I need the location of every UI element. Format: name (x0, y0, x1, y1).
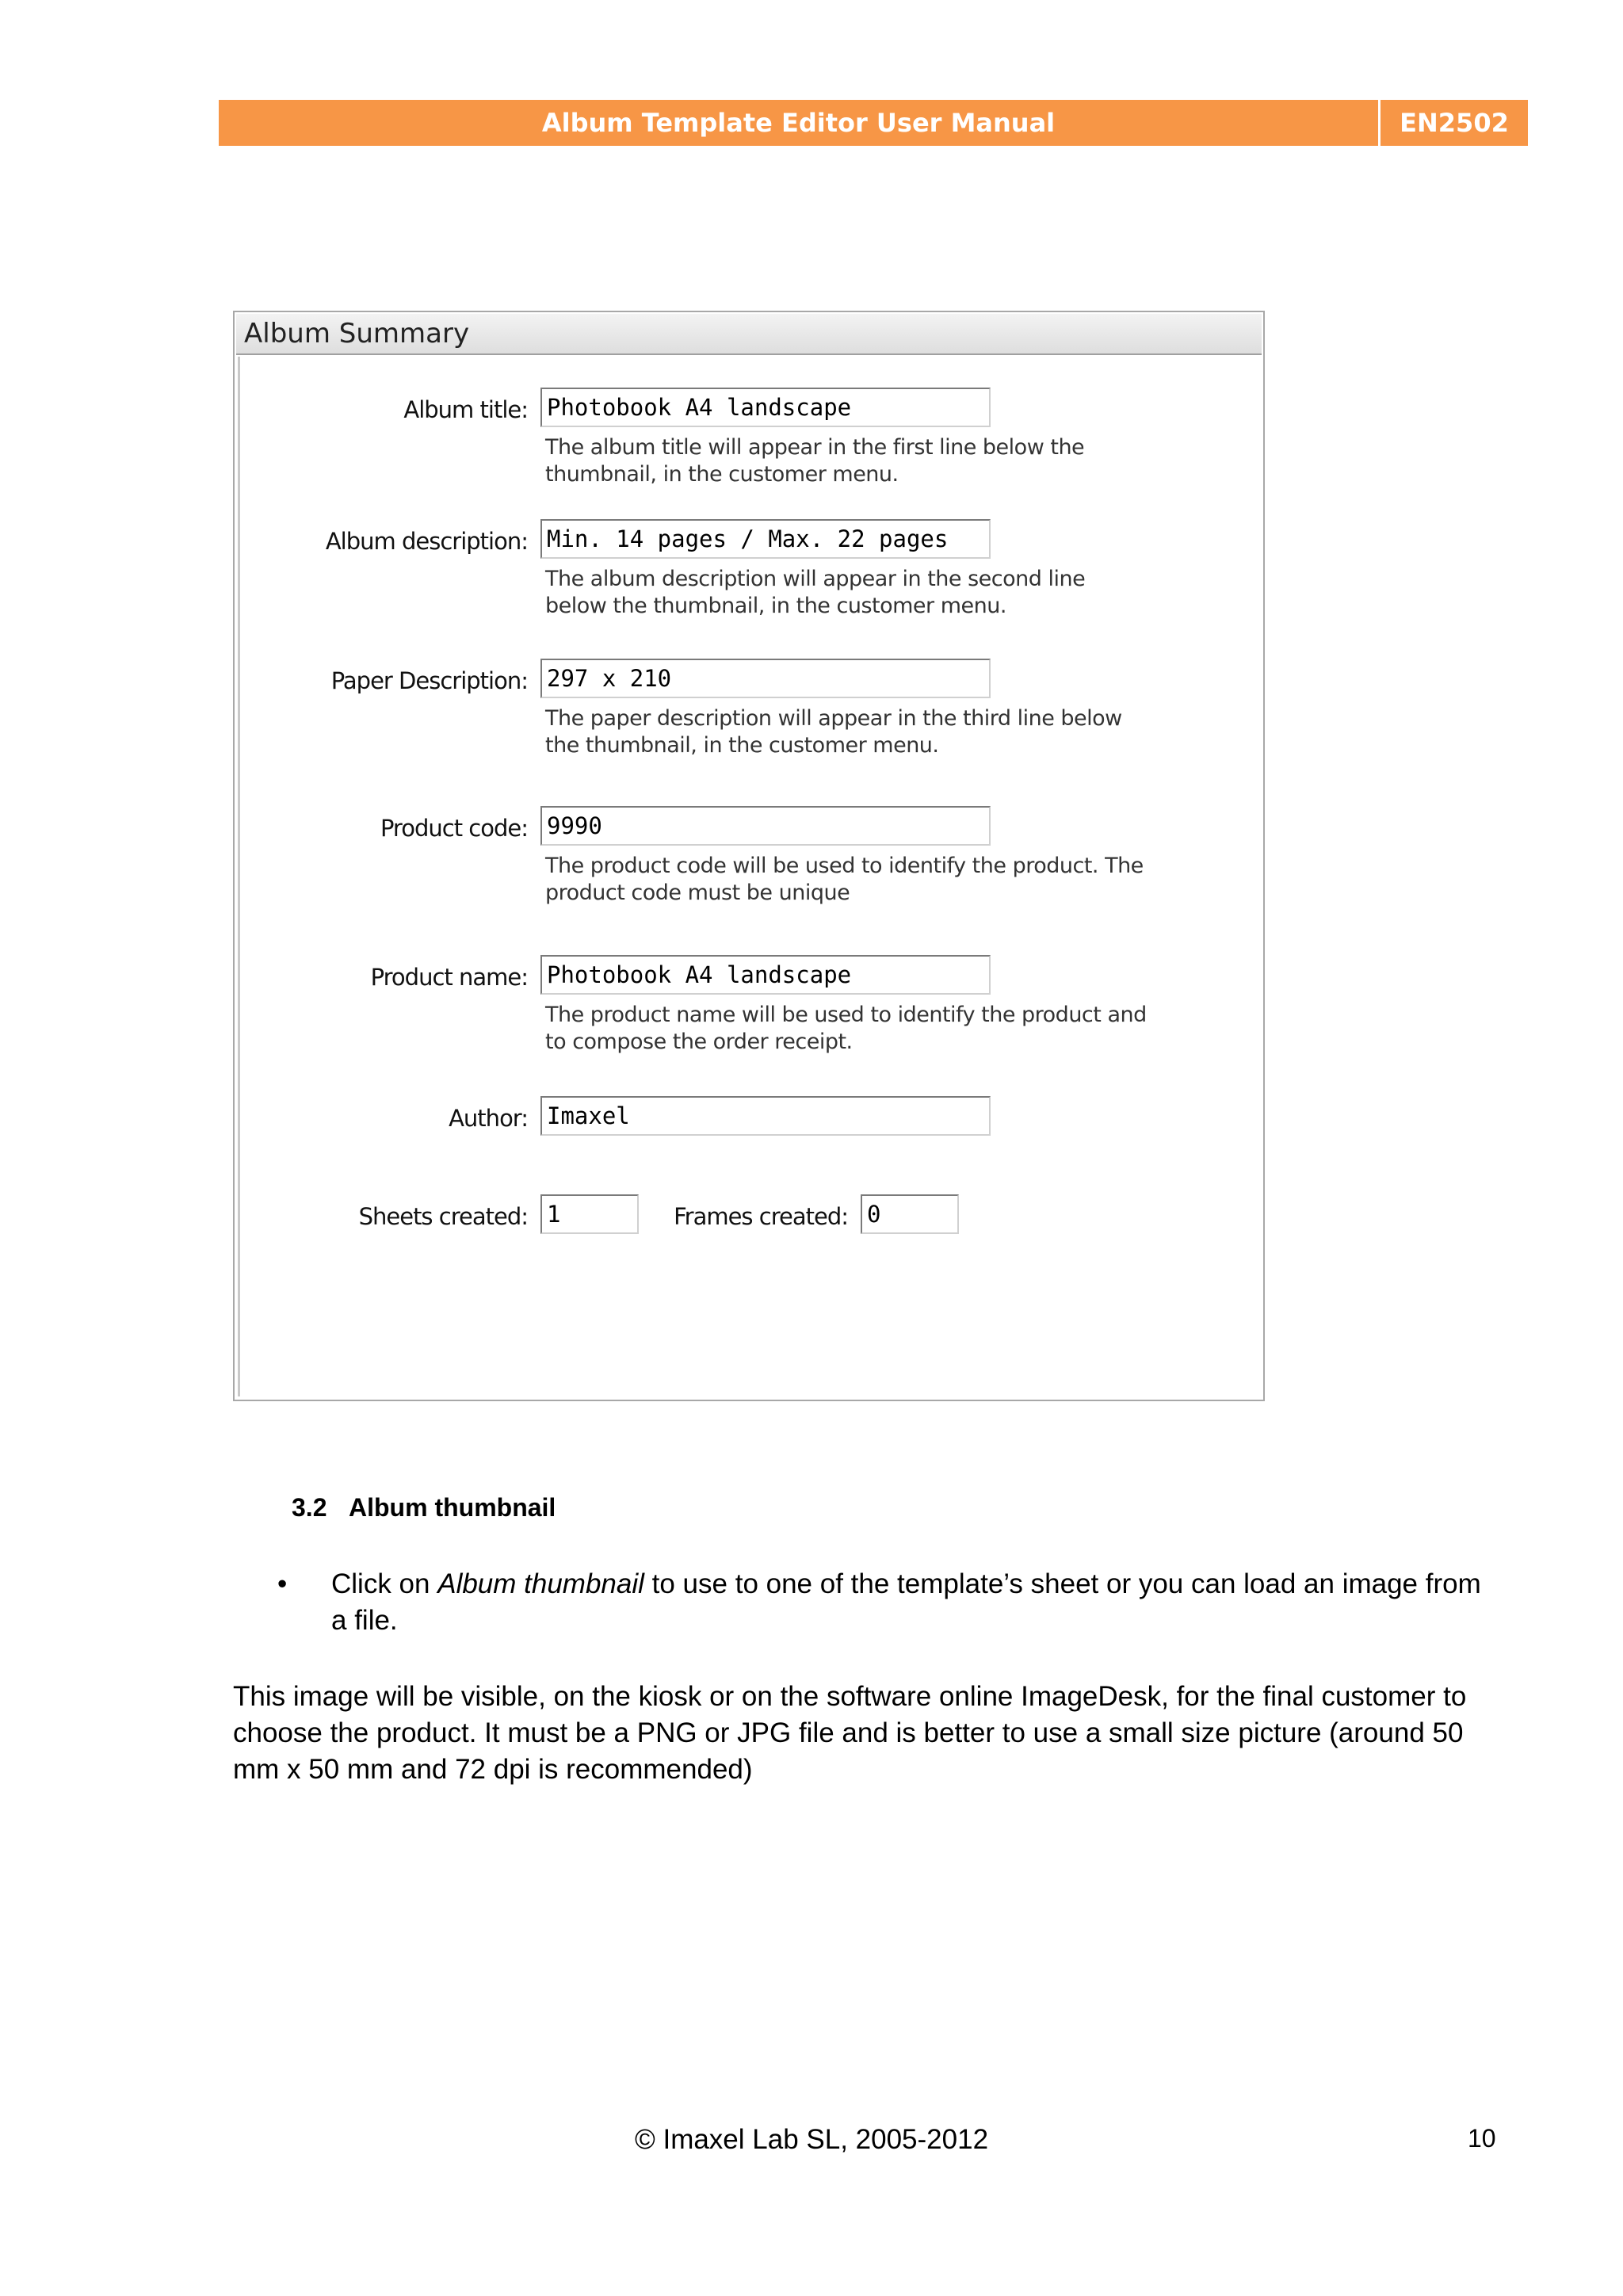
paper-description-help: The paper description will appear in the third line below the thumbnail, in the customer menu. (545, 706, 1122, 758)
panel-left-edge (238, 357, 240, 1396)
paper-description-label: Paper Description: (330, 667, 528, 694)
album-title-label: Album title: (403, 396, 528, 423)
album-title-input[interactable]: Photobook A4 landscape (540, 388, 991, 427)
album-description-input[interactable]: Min. 14 pages / Max. 22 pages (540, 519, 991, 559)
section-number: 3.2 (292, 1493, 327, 1522)
footer-copyright: © Imaxel Lab SL, 2005-2012 (634, 2124, 989, 2155)
album-description-label: Album description: (325, 528, 528, 555)
bullet-emphasis: Album thumbnail (437, 1568, 644, 1599)
product-name-input[interactable]: Photobook A4 landscape (540, 955, 991, 995)
bullet-dot-icon: • (277, 1568, 288, 1599)
page-number: 10 (1468, 2124, 1496, 2153)
album-summary-title: Album Summary (236, 314, 1262, 355)
bullet-suffix: to use to one of the template’s sheet or you can load an image from a file. (331, 1568, 1481, 1636)
sheets-created-label: Sheets created: (358, 1203, 528, 1230)
document-title: Album Template Editor User Manual (541, 108, 1056, 138)
section-title: Album thumbnail (349, 1493, 556, 1522)
document-code: EN2502 (1378, 100, 1528, 146)
frames-created-field: 0 (861, 1194, 959, 1234)
paper-description-input[interactable]: 297 x 210 (540, 659, 991, 698)
product-code-input[interactable]: 9990 (540, 806, 991, 846)
product-name-help: The product name will be used to identify the product and to compose the order receipt. (545, 1003, 1147, 1054)
product-code-label: Product code: (380, 815, 528, 842)
album-description-help: The album description will appear in the second line below the thumbnail, in the customer menu. (545, 567, 1086, 618)
frames-created-label: Frames created: (674, 1203, 848, 1230)
sheets-created-field: 1 (540, 1194, 639, 1234)
section-heading (292, 1493, 556, 1522)
product-name-label: Product name: (370, 964, 528, 991)
product-code-help: The product code will be used to identify the product. The product code must be unique (545, 854, 1144, 905)
body-paragraph: This image will be visible, on the kiosk or on the software online ImageDesk, for the final customer to choose the product. It must be a PNG or JPG file and is better to use a small size picture (around 50 mm x 50 mm and 72 dpi is recommended) (233, 1681, 1467, 1785)
bullet-prefix: Click on (331, 1568, 438, 1599)
author-label: Author: (449, 1105, 528, 1132)
author-input[interactable]: Imaxel (540, 1096, 991, 1136)
album-title-help: The album title will appear in the first line below the thumbnail, in the customer menu. (545, 435, 1085, 487)
bullet-text (331, 1566, 1488, 1639)
album-summary-panel (233, 311, 1265, 1401)
document-header (219, 100, 1528, 146)
